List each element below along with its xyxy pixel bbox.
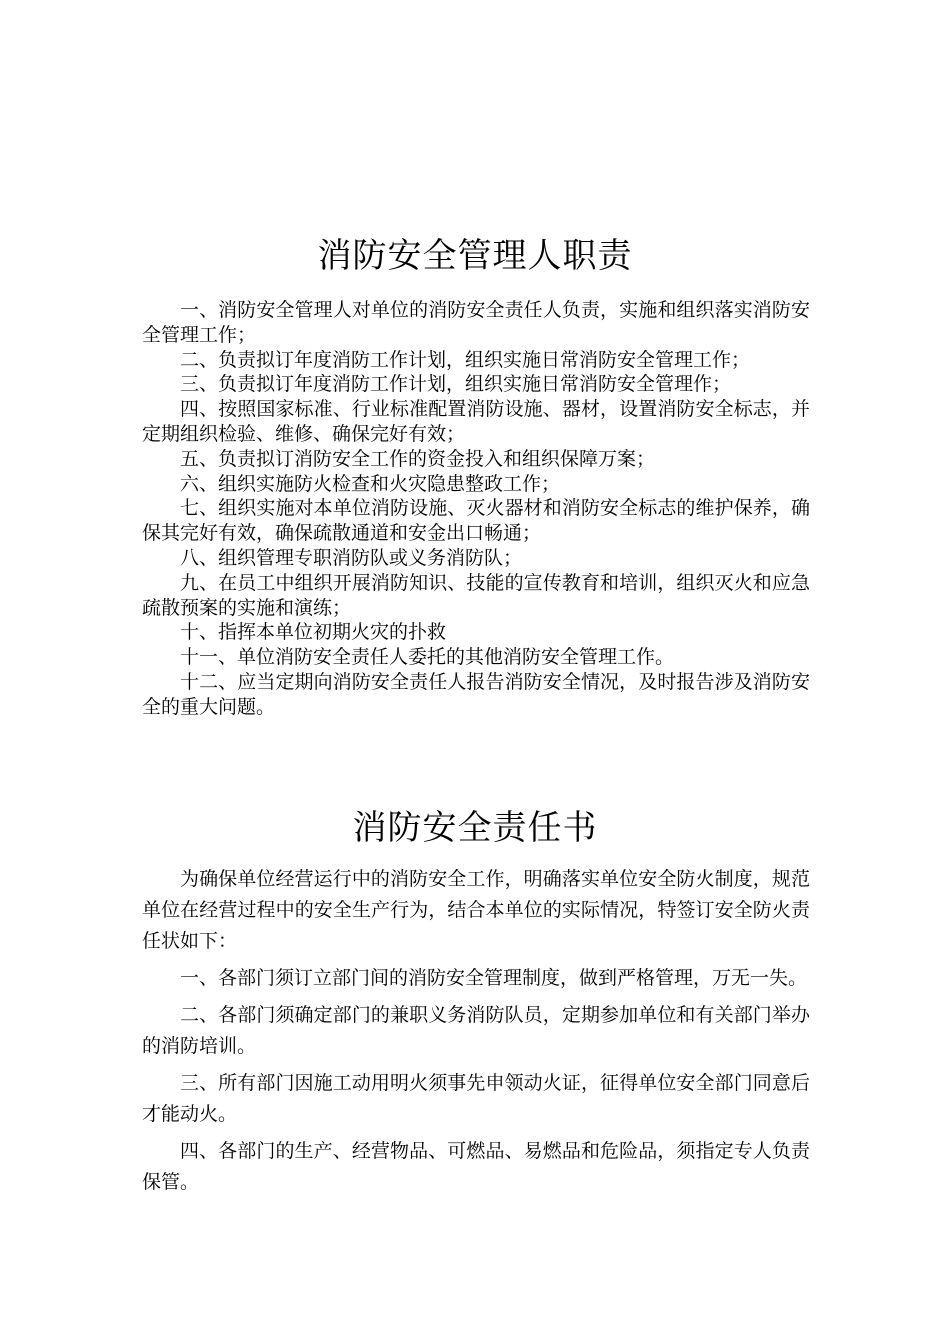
doc2-item-4: 四、各部门的生产、经营物品、可燃品、易燃品和危险品，须指定专人负责保管。 — [142, 1140, 810, 1193]
doc1-item-1: 一、消防安全管理人对单位的消防安全责任人负责，实施和组织落实消防安全管理工作； — [142, 299, 810, 346]
doc2-intro: 为确保单位经营运行中的消防安全工作，明确落实单位安全防火制度，规范单位在经营过程中的安全生产行为，结合本单位的实际情况，特签订安全防火责任状如下： — [142, 868, 810, 952]
doc1-item-9: 九、在员工中组织开展消防知识、技能的宣传教育和培训，组织灭火和应急疏散预案的实施和演练； — [142, 571, 810, 619]
doc2-item-1: 一、各部门须订立部门间的消防安全管理制度，做到严格管理，万无一失。 — [180, 967, 808, 989]
doc1-item-7: 七、组织实施对本单位消防设施、灭火器材和消防安全标志的维护保养，确保其完好有效，确保疏散通道和安金出口畅通； — [142, 497, 810, 545]
doc1-item-3: 三、负责拟订年度消防工作计划，组织实施日常消防安全管理作； — [180, 373, 732, 396]
doc1-body — [142, 298, 810, 720]
doc2-item-3: 三、所有部门因施工动用明火须事先申领动火证，征得单位安全部门同意后才能动火。 — [142, 1072, 810, 1125]
doc1-item-8: 八、组织管理专职消防队或义务消防队； — [180, 546, 523, 569]
doc1-item-2: 二、负责拟订年度消防工作计划，组织实施日常消防安全管理工作； — [180, 348, 751, 371]
doc2-item-2: 二、各部门须确定部门的兼职义务消防队员，定期参加单位和有关部门举办的消防培训。 — [142, 1004, 810, 1057]
doc1-title: 消防安全管理人职责 — [317, 236, 633, 276]
doc1-item-12: 十二、应当定期向消防安全责任人报告消防安全情况，及时报告涉及消防安全的重大问题。 — [142, 670, 810, 718]
doc1-item-5: 五、负责拟订消防安全工作的资金投入和组织保障万案； — [180, 447, 656, 470]
doc2-title: 消防安全责任书 — [352, 808, 598, 848]
doc1-item-4: 四、按照国家标准、行业标准配置消防设施、器材，设置消防安全标志，并定期组织检验、维修、确保完好有效； — [142, 398, 810, 445]
doc1-item-10: 十、指挥本单位初期火灾的扑救 — [180, 621, 447, 644]
doc2-body — [142, 864, 810, 1198]
doc1-item-6: 六、组织实施防火检查和火灾隐患整政工作； — [180, 472, 561, 495]
doc1-item-11: 十一、单位消防安全责任人委托的其他消防安全管理工作。 — [180, 646, 675, 669]
